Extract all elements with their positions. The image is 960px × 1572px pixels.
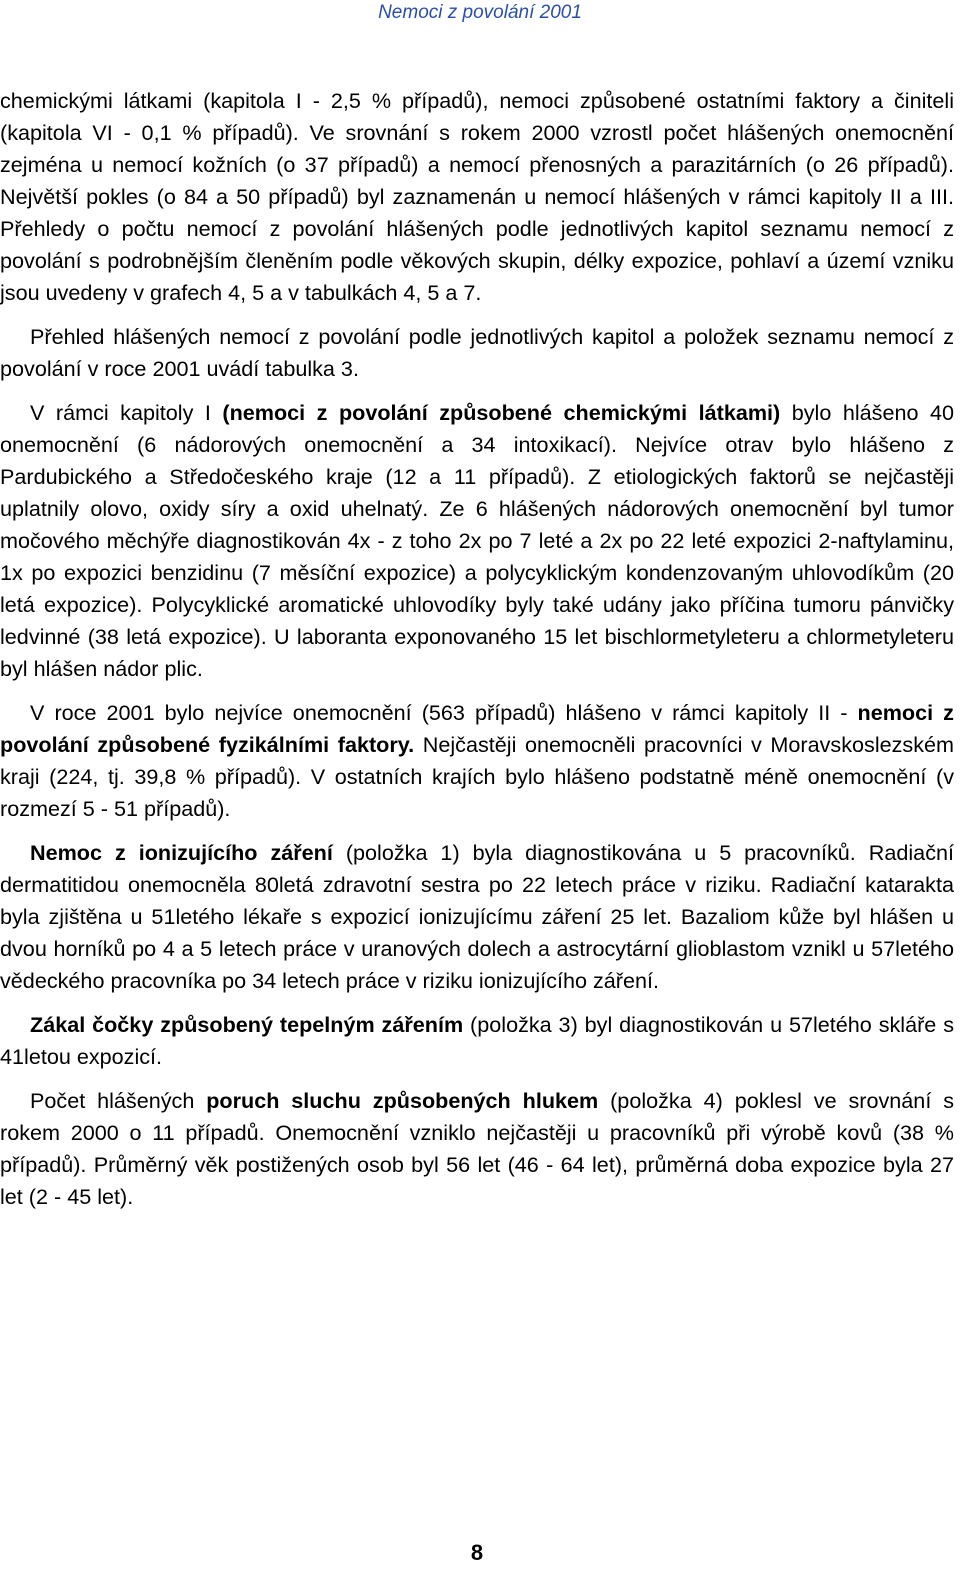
paragraph-6	[0, 1009, 954, 1073]
paragraph-1	[0, 85, 954, 309]
bold-text-run: (nemoci z povolání způsobené chemickými látkami)	[222, 400, 781, 425]
running-header: Nemoci z povolání 2001	[378, 2, 582, 23]
bold-text-run: Zákal čočky způsobený tepelným zářením	[30, 1012, 464, 1037]
text-run: Přehled hlášených nemocí z povolání podle jednotlivých kapitol a položek seznamu nemocí z povolání v roce 2001 uvádí tabulka 3.	[0, 324, 954, 381]
bold-text-run: Nemoc z ionizujícího záření	[30, 840, 333, 865]
text-run: V rámci kapitoly I	[30, 400, 223, 425]
text-run: Nejčastěji onemocněli pracovníci v Moravskoslezském kraji (224, tj. 39,8 % případů). V ostatních krajích bylo hlášeno podstatně méně onemocnění (v rozmezí 5 - 51 případů).	[0, 732, 955, 821]
text-run: chemickými látkami (kapitola I - 2,5 % případů), nemoci způsobené ostatními faktory a činiteli (kapitola VI - 0,1 % případů). Ve srovnání s rokem 2000 vzrostl počet hlášených onemocnění zejména u nemocí kožních (o 37 případů) a nemocí přenosných a parazitárních (o 26 případů). Největší pokles (o 84 a 50 případů) byl zaznamenán u nemocí hlášených v rámci kapitoly II a III. Přehledy o počtu nemocí z povolání hlášených podle jednotlivých kapitol seznamu nemocí z povolání s podrobnějším členěním podle věkových skupin, délky expozice, pohlaví a území vzniku jsou uvedeny v grafech 4, 5 a v tabulkách 4, 5 a 7.	[0, 88, 954, 305]
paragraph-7	[0, 1085, 954, 1213]
text-run: (položka 4) poklesl ve srovnání s rokem 2000 o 11 případů. Onemocnění vzniklo nejčastěji u pracovníků při výrobě kovů (38 % případů). Průměrný věk postižených osob byl 56 let (46 - 64 let), průměrná doba expozice byla 27 let (2 - 45 let).	[0, 1088, 955, 1209]
text-run: bylo hlášeno 40 onemocnění (6 nádorových onemocnění a 34 intoxikací). Nejvíce otrav bylo hlášeno z Pardubického a Středočeského kraje (12 a 11 případů). Z etiologických faktorů se nejčastěji uplatnily olovo, oxidy síry a oxid uhelnatý. Ze 6 hlášených nádorových onemocnění byl tumor močového měchýře diagnostikován 4x - z toho 2x po 7 leté a 2x po 22 leté expozici 2-naftylaminu, 1x po expozici benzidinu (7 měsíční expozice) a polycyklickým kondenzovaným uhlovodíkům (20 letá expozice). Polycyklické aromatické uhlovodíky byly také udány jako příčina tumoru pánvičky ledvinné (38 letá expozice). U laboranta exponovaného 15 let bischlormetyleteru a chlormetyleteru byl hlášen nádor plic.	[0, 400, 954, 681]
document-body	[0, 85, 954, 1225]
paragraph-3	[0, 397, 954, 685]
page-number: 8	[470, 1540, 484, 1565]
paragraph-4	[0, 697, 954, 825]
paragraph-2	[0, 321, 954, 385]
text-run: Počet hlášených	[30, 1088, 207, 1113]
bold-text-run: nemoci z povolání způsobené fyzikálními faktory.	[0, 700, 954, 757]
bold-text-run: poruch sluchu způsobených hlukem	[206, 1088, 599, 1113]
paragraph-5	[0, 837, 954, 997]
text-run: (položka 1) byla diagnostikována u 5 pracovníků. Radiační dermatitidou onemocněla 80letá zdravotní sestra po 22 letech práce v riziku. Radiační katarakta byla zjištěna u 51letého lékaře s expozicí ionizujícímu záření 25 let. Bazaliom kůže byl hlášen u dvou horníků po 4 a 5 letech práce v uranových dolech a astrocytární glioblastom vznikl u 57letého vědeckého pracovníka po 34 letech práce v riziku ionizujícího záření.	[0, 840, 954, 993]
text-run: (položka 3) byl diagnostikován u 57letého skláře s 41letou expozicí.	[0, 1012, 954, 1069]
text-run: V roce 2001 bylo nejvíce onemocnění (563 případů) hlášeno v rámci kapitoly II -	[30, 700, 858, 725]
